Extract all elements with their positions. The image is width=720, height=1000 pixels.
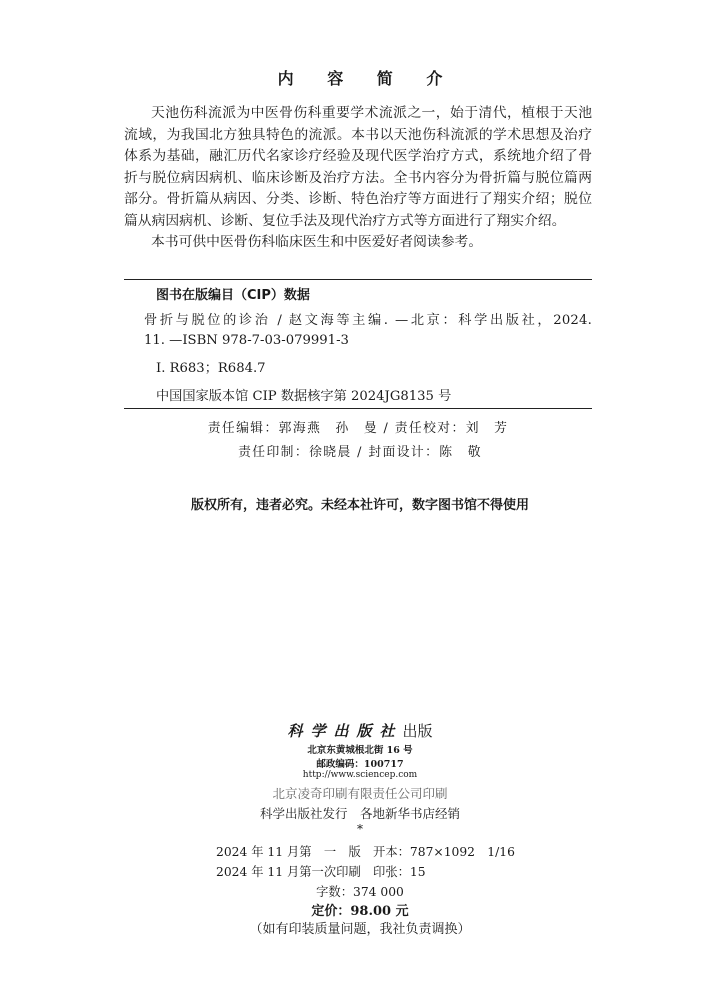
cip-top-rule [124, 279, 592, 280]
price [0, 900, 720, 919]
cip-classification: Ⅰ. R683；R684.7 [156, 361, 266, 376]
word-count: 字数：374 000 [316, 885, 404, 899]
cip-check-number: 中国国家版本馆 CIP 数据核字第 2024JG8135 号 [156, 389, 452, 404]
summary-body [124, 103, 592, 254]
cip-entry [144, 311, 592, 351]
price-value: 98.00 元 [350, 904, 409, 919]
printing-info: 2024 年 11 月第一次印刷 印张：15 [216, 865, 426, 879]
publisher-postcode: 邮政编码：100717 [316, 759, 404, 770]
publisher-name [0, 720, 720, 741]
distribution: 科学出版社发行 各地新华书店经销 [259, 806, 460, 821]
publisher-brand: 科学出版社 [287, 722, 403, 740]
cip-heading: 图书在版编目（CIP）数据 [156, 288, 310, 303]
printer: 北京凌奇印刷有限责任公司印刷 [272, 786, 448, 801]
quality-note: （如有印装质量问题，我社负责调换） [249, 922, 471, 937]
summary-paragraph: 本书可供中医骨伤科临床医生和中医爱好者阅读参考。 [151, 234, 483, 250]
publisher-website: http://www.sciencep.com [302, 770, 418, 780]
copyright-notice: 版权所有，违者必究。未经本社许可，数字图书馆不得使用 [190, 498, 529, 513]
separator-asterisk: * [357, 822, 363, 836]
price-label: 定价： [311, 904, 351, 919]
edition-info: 2024 年 11 月第 一 版 开本：787×1092 1/16 [216, 845, 515, 859]
publisher-suffix: 出版 [402, 722, 433, 740]
staff-line-1: 责任编辑：郭海燕 孙 曼 / 责任校对：刘 芳 [207, 421, 509, 436]
cip-bottom-rule [124, 408, 592, 409]
summary-title: 内 容 简 介 [277, 69, 457, 88]
cip-entry-line-1: 骨折与脱位的诊治 / 赵文海等主编. —北京：科学出版社，2024. [144, 313, 592, 328]
staff-line-2: 责任印制：徐晓晨 / 封面设计：陈 敬 [238, 445, 482, 460]
summary-paragraph: 天池伤科流派为中医骨伤科重要学术流派之一，始于清代，植根于天池流域，为我国北方独具特色的流派。本书以天池伤科流派的学术思想及治疗体系为基础，融汇历代名家诊疗经验及现代医学治疗方式，系统地介绍了骨折与脱位病因病机、临床诊断及治疗方法。全书内容分为骨折篇与脱位篇两部分。骨折篇从病因、分类、诊断、特色治疗等方面进行了翔实介绍；脱位篇从病因病机、诊断、复位手法及现代治疗方式等方面进行了翔实介绍。 [124, 105, 592, 229]
cip-entry-line-2: 11. —ISBN 978-7-03-079991-3 [144, 333, 349, 348]
cip-block [144, 286, 592, 407]
publisher-address: 北京东黄城根北街 16 号 [307, 745, 413, 756]
